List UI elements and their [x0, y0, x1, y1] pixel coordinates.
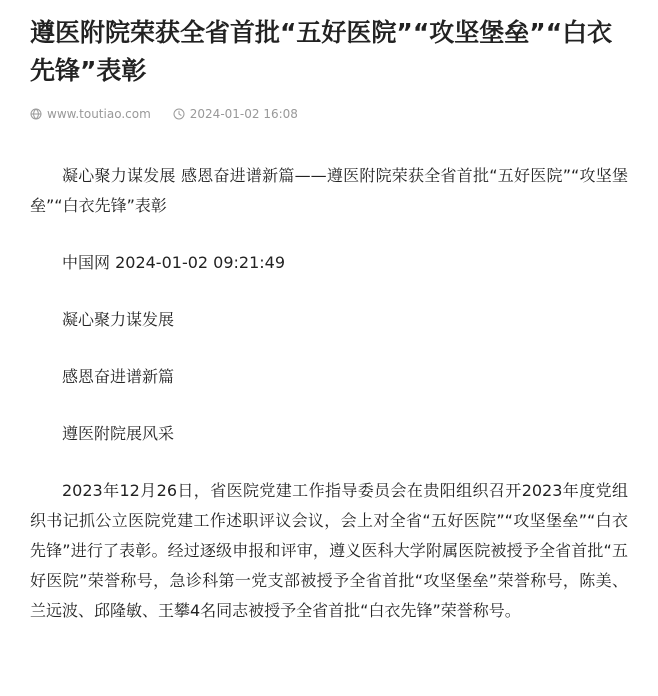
paragraph-summary: 凝心聚力谋发展 感恩奋进谱新篇——遵医附院荣获全省首批“五好医院”“攻坚堡垒”“白衣先锋”表彰 [30, 166, 628, 215]
time-meta [173, 107, 298, 121]
globe-icon [30, 108, 42, 120]
clock-icon [173, 108, 185, 120]
publish-time: 2024-01-02 16:08 [189, 107, 298, 121]
paragraph-heading-1: 凝心聚力谋发展 [62, 310, 175, 329]
paragraph-heading-3: 遵医附院展风采 [62, 424, 175, 443]
article-meta [30, 104, 628, 124]
paragraph-source: 中国网 2024-01-02 09:21:49 [62, 253, 286, 272]
article-title: 遵医附院荣获全省首批“五好医院”“攻坚堡垒”“白衣先锋”表彰 [30, 18, 613, 85]
article-content [30, 161, 628, 626]
paragraph-heading-2: 感恩奋进谱新篇 [62, 367, 175, 386]
source-link[interactable]: www.toutiao.com [47, 107, 151, 121]
paragraph-body: 2023年12月26日，省医院党建工作指导委员会在贵阳组织召开2023年度党组织书记抓公立医院党建工作述职评议会议，会上对全省“五好医院”“攻坚堡垒”“白衣先锋”进行了表彰。经过逐级申报和评审，遵义医科大学附属医院被授予全省首批“五好医院”荣誉称号，急诊科第一党支部被授予全省首批“攻坚堡垒”荣誉称号，陈美、兰远波、邱隆敏、王攀4名同志被授予全省首批“白衣先锋”荣誉称号。 [30, 481, 628, 620]
source-meta[interactable] [30, 107, 151, 121]
